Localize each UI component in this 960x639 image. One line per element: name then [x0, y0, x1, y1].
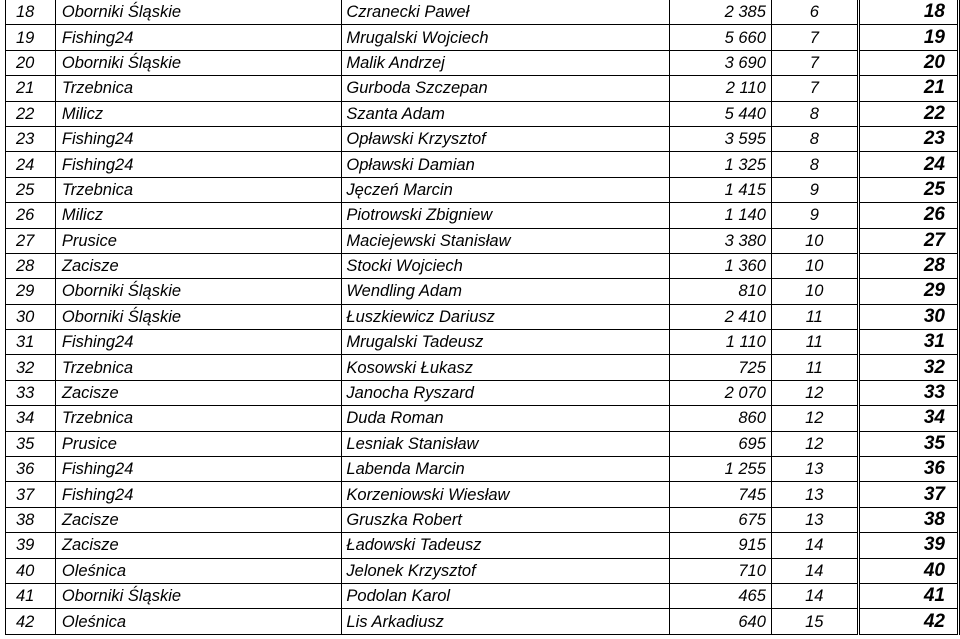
competitor-name-cell: Opławski Damian [342, 152, 670, 177]
place-cell: 31 [858, 330, 958, 355]
club-cell: Fishing24 [55, 330, 342, 355]
points-cell: 1 140 [670, 203, 772, 228]
row-number-cell: 18 [6, 0, 56, 25]
table-row [6, 355, 959, 380]
points-cell: 3 380 [670, 228, 772, 253]
club-cell: Oborniki Śląskie [55, 0, 342, 25]
competitor-name-cell: Lesniak Stanisław [342, 431, 670, 456]
row-number-cell: 26 [6, 203, 56, 228]
place-cell: 25 [858, 177, 958, 202]
table-row [6, 457, 959, 482]
sector-cell: 7 [771, 50, 858, 75]
place-cell: 28 [858, 253, 958, 278]
competitor-name-cell: Maciejewski Stanisław [342, 228, 670, 253]
sector-cell: 10 [771, 279, 858, 304]
place-cell: 32 [858, 355, 958, 380]
place-cell: 40 [858, 558, 958, 583]
place-cell: 23 [858, 126, 958, 151]
table-row [6, 203, 959, 228]
competitor-name-cell: Czranecki Paweł [342, 0, 670, 25]
row-number-cell: 36 [6, 457, 56, 482]
table-row [6, 482, 959, 507]
sector-cell: 11 [771, 330, 858, 355]
club-cell: Fishing24 [55, 25, 342, 50]
sector-cell: 15 [771, 609, 858, 634]
sector-cell: 13 [771, 482, 858, 507]
row-number-cell: 21 [6, 76, 56, 101]
points-cell: 745 [670, 482, 772, 507]
club-cell: Fishing24 [55, 152, 342, 177]
points-cell: 1 360 [670, 253, 772, 278]
points-cell: 465 [670, 583, 772, 608]
club-cell: Trzebnica [55, 355, 342, 380]
row-number-cell: 19 [6, 25, 56, 50]
place-cell: 21 [858, 76, 958, 101]
place-cell: 18 [858, 0, 958, 25]
place-cell: 37 [858, 482, 958, 507]
place-cell: 38 [858, 507, 958, 532]
table-row [6, 101, 959, 126]
sector-cell: 9 [771, 203, 858, 228]
table-row [6, 583, 959, 608]
place-cell: 42 [858, 609, 958, 634]
competitor-name-cell: Szanta Adam [342, 101, 670, 126]
competitor-name-cell: Ładowski Tadeusz [342, 533, 670, 558]
club-cell: Oborniki Śląskie [55, 50, 342, 75]
competitor-name-cell: Labenda Marcin [342, 457, 670, 482]
table-row [6, 330, 959, 355]
competitor-name-cell: Gurboda Szczepan [342, 76, 670, 101]
competitor-name-cell: Mrugalski Wojciech [342, 25, 670, 50]
row-number-cell: 38 [6, 507, 56, 532]
row-number-cell: 37 [6, 482, 56, 507]
club-cell: Milicz [55, 203, 342, 228]
competitor-name-cell: Korzeniowski Wiesław [342, 482, 670, 507]
sector-cell: 10 [771, 228, 858, 253]
results-table [5, 0, 960, 635]
points-cell: 5 440 [670, 101, 772, 126]
points-cell: 695 [670, 431, 772, 456]
row-number-cell: 20 [6, 50, 56, 75]
place-cell: 33 [858, 380, 958, 405]
table-row [6, 253, 959, 278]
sector-cell: 7 [771, 76, 858, 101]
points-cell: 860 [670, 406, 772, 431]
sector-cell: 11 [771, 355, 858, 380]
row-number-cell: 34 [6, 406, 56, 431]
table-row [6, 304, 959, 329]
sector-cell: 8 [771, 101, 858, 126]
place-cell: 34 [858, 406, 958, 431]
club-cell: Zacisze [55, 507, 342, 532]
points-cell: 1 255 [670, 457, 772, 482]
place-cell: 26 [858, 203, 958, 228]
competitor-name-cell: Stocki Wojciech [342, 253, 670, 278]
table-row [6, 380, 959, 405]
place-cell: 20 [858, 50, 958, 75]
competitor-name-cell: Mrugalski Tadeusz [342, 330, 670, 355]
points-cell: 640 [670, 609, 772, 634]
table-row [6, 533, 959, 558]
competitor-name-cell: Wendling Adam [342, 279, 670, 304]
place-cell: 19 [858, 25, 958, 50]
row-number-cell: 29 [6, 279, 56, 304]
table-row [6, 25, 959, 50]
club-cell: Trzebnica [55, 76, 342, 101]
row-number-cell: 24 [6, 152, 56, 177]
club-cell: Oborniki Śląskie [55, 583, 342, 608]
row-number-cell: 40 [6, 558, 56, 583]
table-row [6, 50, 959, 75]
row-number-cell: 28 [6, 253, 56, 278]
points-cell: 1 325 [670, 152, 772, 177]
place-cell: 30 [858, 304, 958, 329]
place-cell: 29 [858, 279, 958, 304]
competitor-name-cell: Opławski Krzysztof [342, 126, 670, 151]
points-cell: 710 [670, 558, 772, 583]
row-number-cell: 25 [6, 177, 56, 202]
place-cell: 24 [858, 152, 958, 177]
row-number-cell: 32 [6, 355, 56, 380]
points-cell: 3 690 [670, 50, 772, 75]
points-cell: 2 070 [670, 380, 772, 405]
sector-cell: 6 [771, 0, 858, 25]
club-cell: Oborniki Śląskie [55, 304, 342, 329]
club-cell: Prusice [55, 228, 342, 253]
points-cell: 1 415 [670, 177, 772, 202]
points-cell: 725 [670, 355, 772, 380]
sector-cell: 13 [771, 457, 858, 482]
place-cell: 27 [858, 228, 958, 253]
club-cell: Milicz [55, 101, 342, 126]
points-cell: 2 410 [670, 304, 772, 329]
points-cell: 2 110 [670, 76, 772, 101]
competitor-name-cell: Łuszkiewicz Dariusz [342, 304, 670, 329]
sector-cell: 11 [771, 304, 858, 329]
points-cell: 1 110 [670, 330, 772, 355]
sector-cell: 8 [771, 152, 858, 177]
place-cell: 22 [858, 101, 958, 126]
competitor-name-cell: Piotrowski Zbigniew [342, 203, 670, 228]
competitor-name-cell: Duda Roman [342, 406, 670, 431]
points-cell: 675 [670, 507, 772, 532]
table-row [6, 609, 959, 634]
points-cell: 915 [670, 533, 772, 558]
table-row [6, 558, 959, 583]
table-row [6, 228, 959, 253]
sector-cell: 12 [771, 406, 858, 431]
table-row [6, 507, 959, 532]
points-cell: 2 385 [670, 0, 772, 25]
competitor-name-cell: Lis Arkadiusz [342, 609, 670, 634]
points-cell: 3 595 [670, 126, 772, 151]
competitor-name-cell: Gruszka Robert [342, 507, 670, 532]
sector-cell: 14 [771, 533, 858, 558]
club-cell: Trzebnica [55, 406, 342, 431]
place-cell: 36 [858, 457, 958, 482]
competitor-name-cell: Malik Andrzej [342, 50, 670, 75]
row-number-cell: 35 [6, 431, 56, 456]
row-number-cell: 41 [6, 583, 56, 608]
sector-cell: 12 [771, 431, 858, 456]
club-cell: Oleśnica [55, 558, 342, 583]
row-number-cell: 27 [6, 228, 56, 253]
sector-cell: 10 [771, 253, 858, 278]
competitor-name-cell: Jęczeń Marcin [342, 177, 670, 202]
row-number-cell: 39 [6, 533, 56, 558]
sector-cell: 8 [771, 126, 858, 151]
club-cell: Fishing24 [55, 126, 342, 151]
points-cell: 810 [670, 279, 772, 304]
table-row [6, 406, 959, 431]
club-cell: Trzebnica [55, 177, 342, 202]
competitor-name-cell: Jelonek Krzysztof [342, 558, 670, 583]
table-row [6, 0, 959, 25]
sector-cell: 14 [771, 558, 858, 583]
sector-cell: 9 [771, 177, 858, 202]
place-cell: 39 [858, 533, 958, 558]
table-row [6, 76, 959, 101]
competitor-name-cell: Kosowski Łukasz [342, 355, 670, 380]
club-cell: Prusice [55, 431, 342, 456]
club-cell: Fishing24 [55, 482, 342, 507]
table-row [6, 431, 959, 456]
competitor-name-cell: Janocha Ryszard [342, 380, 670, 405]
table-row [6, 152, 959, 177]
table-row [6, 177, 959, 202]
club-cell: Fishing24 [55, 457, 342, 482]
club-cell: Zacisze [55, 533, 342, 558]
club-cell: Zacisze [55, 380, 342, 405]
club-cell: Oborniki Śląskie [55, 279, 342, 304]
points-cell: 5 660 [670, 25, 772, 50]
table-row [6, 279, 959, 304]
row-number-cell: 30 [6, 304, 56, 329]
club-cell: Oleśnica [55, 609, 342, 634]
row-number-cell: 42 [6, 609, 56, 634]
sector-cell: 14 [771, 583, 858, 608]
results-table-body [6, 0, 959, 634]
row-number-cell: 31 [6, 330, 56, 355]
place-cell: 41 [858, 583, 958, 608]
row-number-cell: 33 [6, 380, 56, 405]
club-cell: Zacisze [55, 253, 342, 278]
sector-cell: 13 [771, 507, 858, 532]
row-number-cell: 23 [6, 126, 56, 151]
sector-cell: 12 [771, 380, 858, 405]
sector-cell: 7 [771, 25, 858, 50]
table-row [6, 126, 959, 151]
place-cell: 35 [858, 431, 958, 456]
row-number-cell: 22 [6, 101, 56, 126]
competitor-name-cell: Podolan Karol [342, 583, 670, 608]
